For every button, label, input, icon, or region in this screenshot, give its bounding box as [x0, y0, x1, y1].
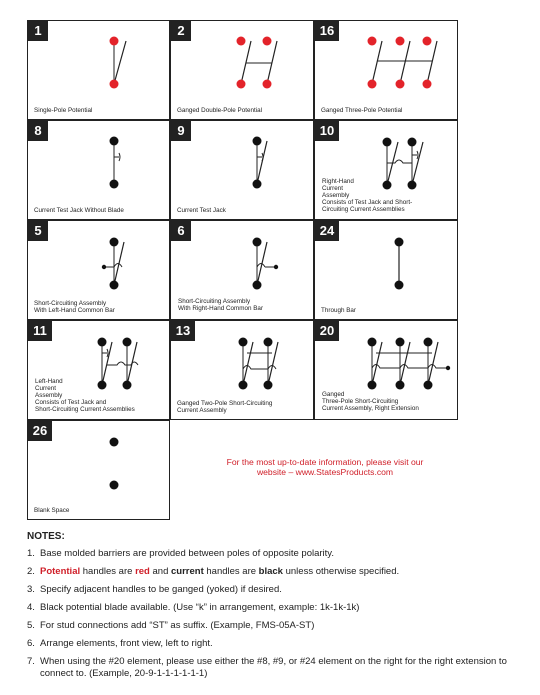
element-number: 2	[171, 21, 191, 41]
caption: Ganged Three-Pole Short-Circuiting Current Assembly, Right Extension	[322, 391, 419, 412]
blank-space-symbol	[28, 421, 171, 521]
caption: Short-Circuiting Assembly With Left-Hand Common Bar	[34, 300, 115, 314]
caption: Current Test Jack	[177, 207, 226, 214]
element-number: 5	[28, 221, 48, 241]
element-number: 26	[28, 421, 52, 441]
cell-13	[170, 320, 314, 420]
note-text: Potential handles are red and current handles are black unless otherwise specified.	[40, 566, 400, 577]
note-text: Black potential blade available. (Use “k” in arrangement, example: 1k-1k-1k)	[40, 602, 360, 613]
cell-9	[170, 120, 314, 220]
caption: Ganged Double-Pole Potential	[177, 107, 263, 114]
note-item: 5. For stud connections add “ST” as suffix. (Example, FMS-05A-ST)	[27, 620, 315, 631]
ganged-three-pole-potential-symbol	[315, 21, 458, 121]
caption: Through Bar	[321, 307, 357, 314]
caption: Single-Pole Potential	[34, 107, 93, 114]
cell-26	[27, 420, 170, 520]
element-number: 9	[171, 121, 191, 141]
element-number: 11	[28, 321, 52, 341]
caption: Right-Hand Current Assembly Consists of Test Jack and Short- Circuiting Current Assemblies	[322, 178, 413, 213]
element-number: 6	[171, 221, 191, 241]
element-number: 24	[315, 221, 339, 241]
cell-16	[314, 20, 458, 120]
note-item: 1. Base molded barriers are provided between poles of opposite polarity.	[27, 548, 334, 559]
note-item: 3. Specify adjacent handles to be ganged (yoked) if desired.	[27, 584, 282, 595]
ganged-double-pole-potential-symbol	[171, 21, 314, 121]
note-item: 6. Arrange elements, front view, left to right.	[27, 638, 213, 649]
note-text: Specify adjacent handles to be ganged (yoked) if desired.	[40, 584, 282, 595]
element-number: 8	[28, 121, 48, 141]
caption: Ganged Two-Pole Short-Circuiting Current Assembly	[177, 400, 273, 414]
notes-title: NOTES:	[27, 531, 65, 542]
website-line-1: For the most up-to-date information, please visit our	[226, 457, 424, 467]
cell-2	[170, 20, 314, 120]
note-text: When using the #20 element, please use either the #8, #9, or #24 element on the right for the right extension to connect to. (Example, 20-9-1-1-1-1-1-1)	[40, 656, 507, 679]
cell-6	[170, 220, 314, 320]
notes-list	[27, 548, 537, 686]
cell-1	[27, 20, 170, 120]
cell-11	[27, 320, 170, 420]
caption: Ganged Three-Pole Potential	[321, 107, 403, 114]
through-bar-symbol	[315, 221, 458, 321]
caption: Short-Circuiting Assembly With Right-Hand Common Bar	[178, 298, 264, 312]
caption: Current Test Jack Without Blade	[34, 207, 124, 214]
element-number: 16	[315, 21, 339, 41]
note-text: Arrange elements, front view, left to right.	[40, 638, 213, 649]
note-item: 4. Black potential blade available. (Use “k” in arrangement, example: 1k-1k-1k)	[27, 602, 360, 613]
element-number: 10	[315, 121, 339, 141]
cell-5	[27, 220, 170, 320]
caption: Blank Space	[34, 507, 70, 514]
element-number: 20	[315, 321, 339, 341]
cell-24	[314, 220, 458, 320]
cell-10	[314, 120, 458, 220]
element-number: 13	[171, 321, 195, 341]
current-test-jack-without-blade-symbol	[28, 121, 171, 221]
caption: Left-Hand Current Assembly Consists of Test Jack and Short-Circuiting Current Assemblies	[35, 378, 135, 413]
website-line-2: website – www.StatesProducts.com	[256, 467, 394, 477]
note-item: 7. When using the #20 element, please use either the #8, #9, or #24 element on the right for the right extension to connect to. (Example, 20-9-1-1-1-1-1-1)	[27, 656, 537, 680]
cell-20	[314, 320, 458, 420]
single-pole-potential-symbol	[28, 21, 171, 121]
note-text: Base molded barriers are provided between poles of opposite polarity.	[40, 548, 334, 559]
cell-8	[27, 120, 170, 220]
note-item: 2. Potential handles are red and current handles are black unless otherwise specified.	[27, 566, 400, 577]
current-test-jack-symbol	[171, 121, 314, 221]
website-note	[190, 457, 460, 477]
note-text: For stud connections add “ST” as suffix. (Example, FMS-05A-ST)	[40, 620, 315, 631]
element-number: 1	[28, 21, 48, 41]
